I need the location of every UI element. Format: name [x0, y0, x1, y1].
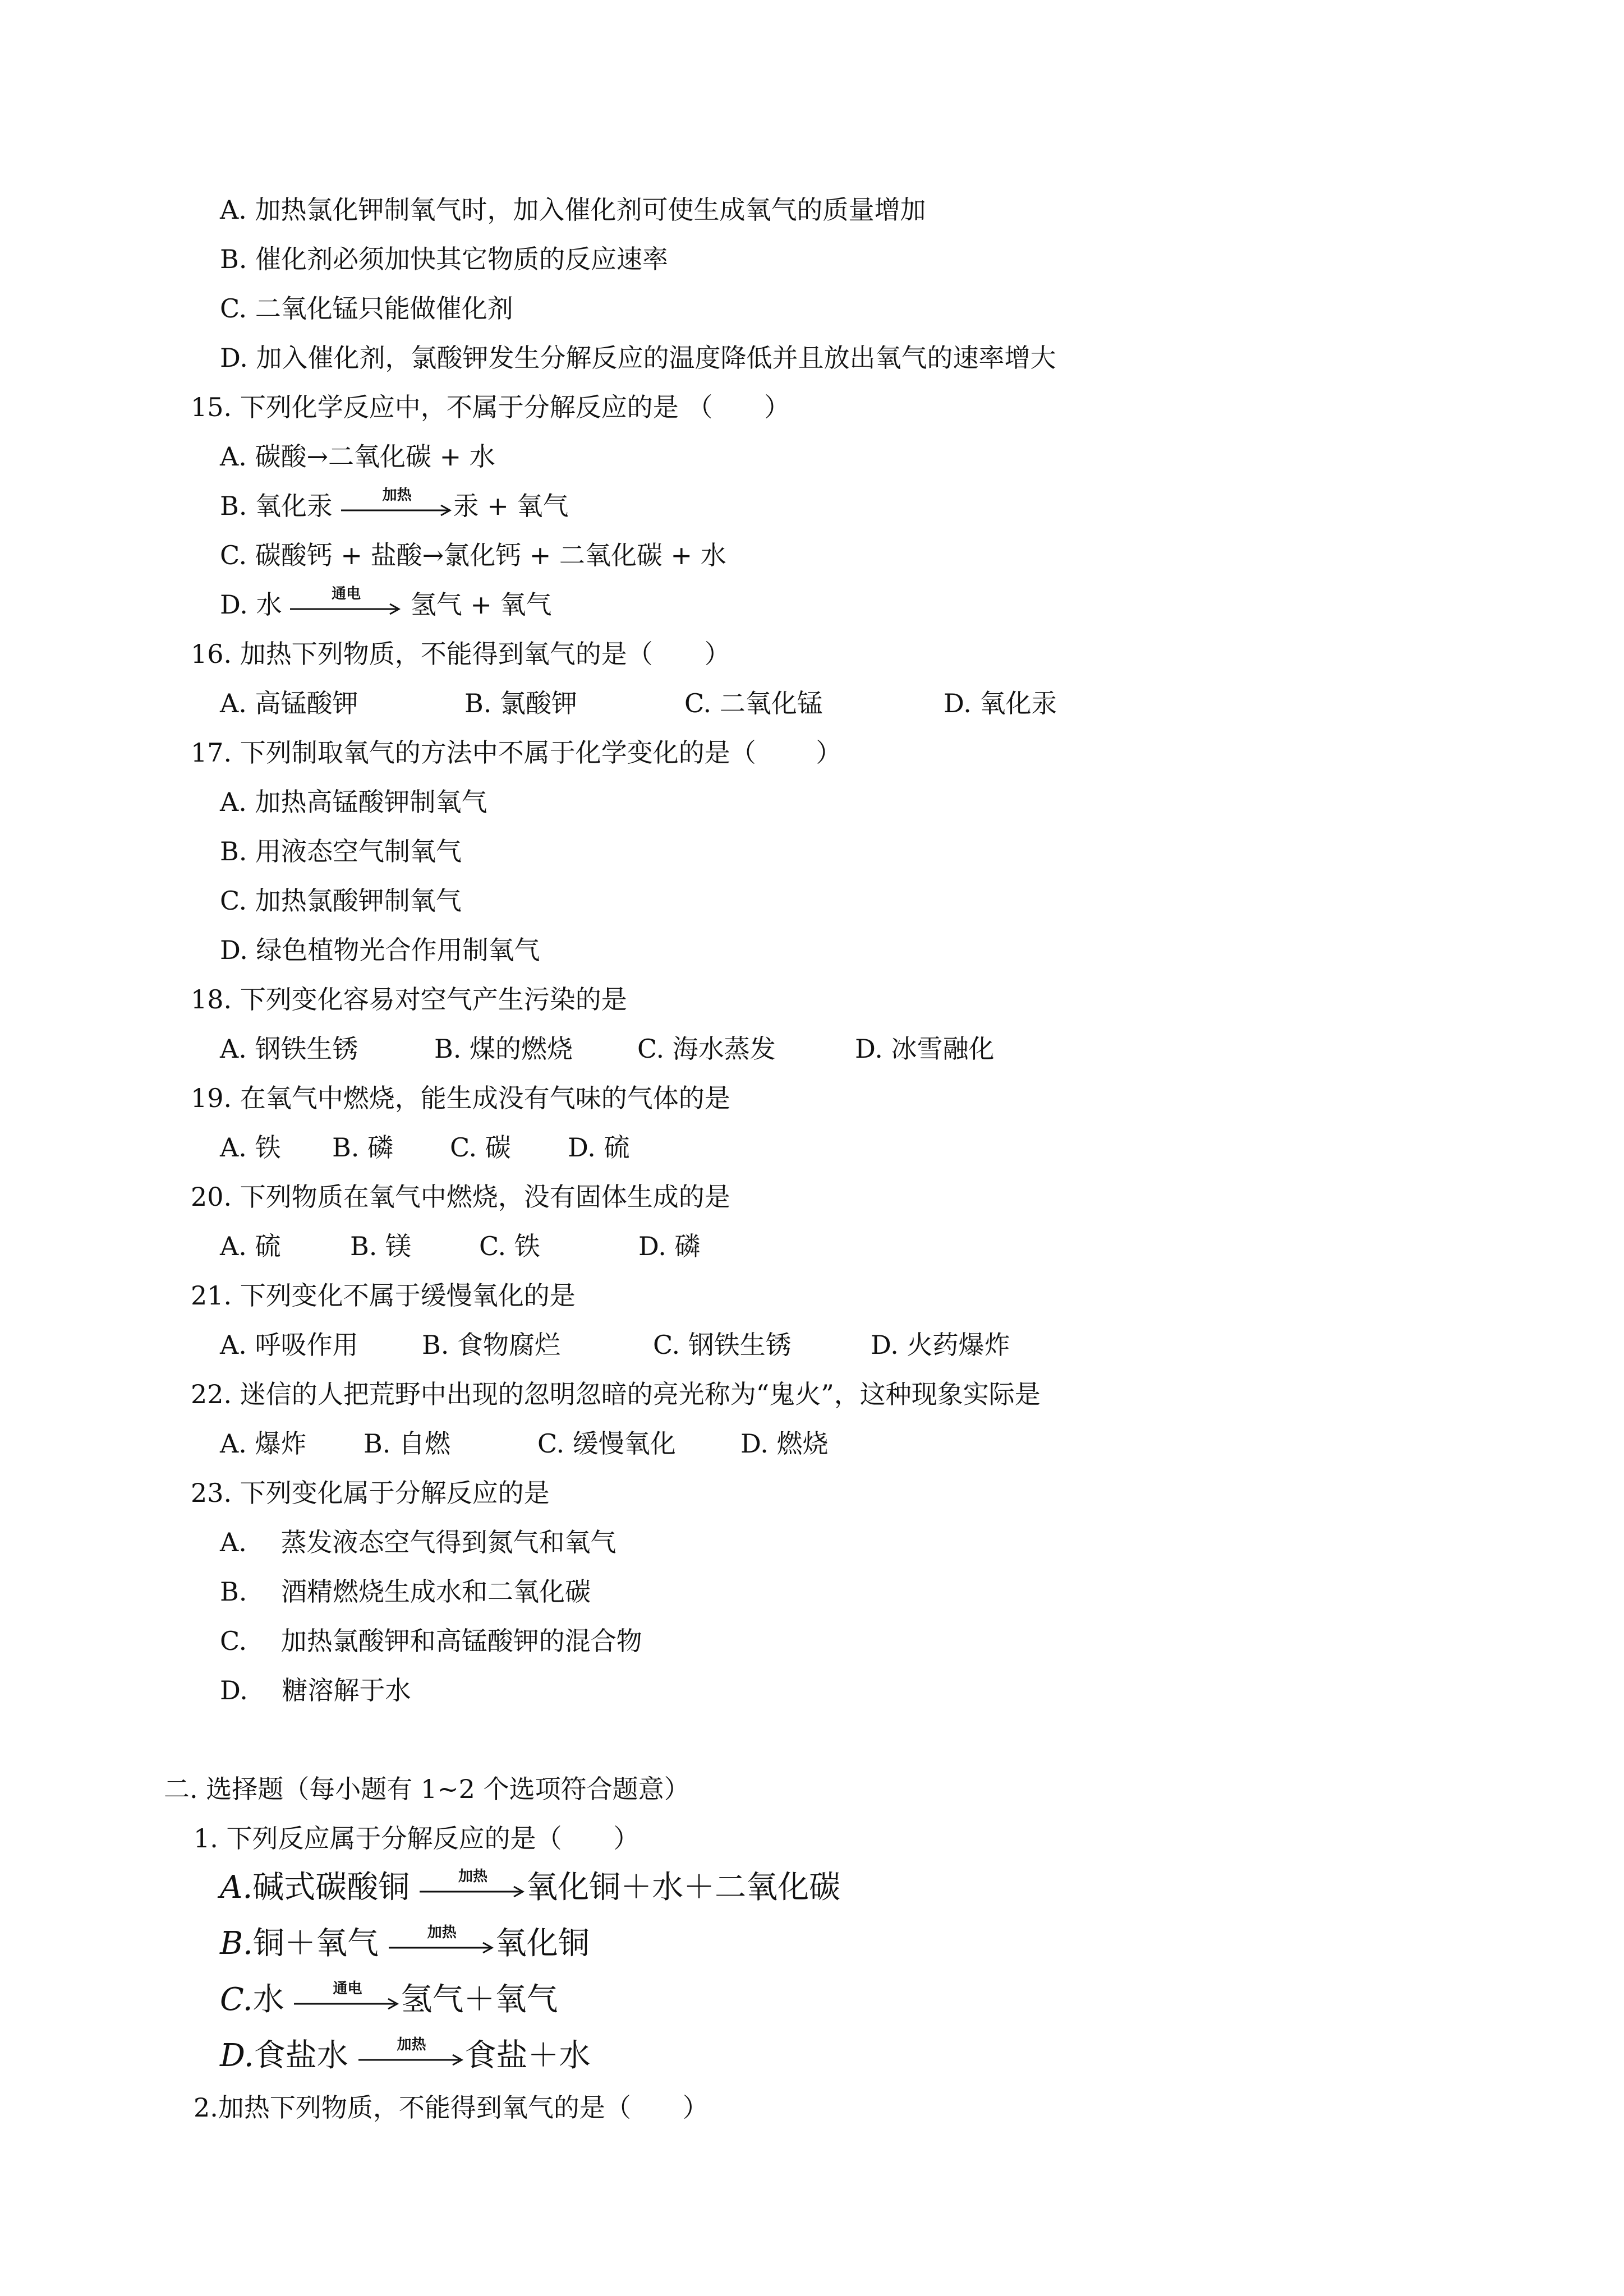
s2-q1-c-reactant: 水 — [252, 1981, 284, 2018]
q22-option-a: A. 爆炸 — [220, 1428, 307, 1459]
q20-option-a: A. 硫 — [220, 1231, 281, 1261]
s2-q1-c-product: 氢气＋氧气 — [401, 1981, 558, 2018]
q16-option-c: C. 二氧化锰 — [684, 688, 823, 718]
q22-option-c: C. 缓慢氧化 — [537, 1428, 676, 1459]
q15-c-arrow: → — [422, 540, 444, 570]
q15-b-product: 汞 + 氧气 — [453, 491, 569, 521]
q19-stem: 19. 在氧气中燃烧，能生成没有气味的气体的是 — [191, 1083, 730, 1113]
s2-q1-d-product: 食盐＋水 — [464, 2037, 591, 2074]
q15-c-product: 氯化钙 + 二氧化碳 + 水 — [444, 540, 726, 570]
arrow-icon — [290, 602, 402, 616]
q18-stem: 18. 下列变化容易对空气产生污染的是 — [191, 984, 627, 1015]
q19-option-a: A. 铁 — [220, 1132, 281, 1163]
q18-option-b: B. 煤的燃烧 — [434, 1034, 573, 1064]
q15-b-condition: 加热 — [382, 487, 412, 504]
s2-q1-c-letter: C. — [220, 1981, 253, 2018]
q14-option-b: B. 催化剂必须加快其它物质的反应速率 — [220, 244, 669, 274]
q15-d-reactant: D. 水 — [220, 589, 282, 620]
q14-option-c: C. 二氧化锰只能做催化剂 — [220, 293, 513, 324]
q23-option-c: C. 加热氯酸钾和高锰酸钾的混合物 — [220, 1626, 642, 1656]
q20-option-b: B. 镁 — [350, 1231, 412, 1261]
s2-q1-option-a — [220, 1868, 841, 1906]
s2-q1-d-arrow — [358, 2036, 465, 2074]
s2-q1-d-letter: D. — [220, 2037, 254, 2074]
q15-a-arrow: → — [306, 441, 329, 472]
q21-option-d: D. 火药爆炸 — [871, 1330, 1010, 1360]
s2-q1-d-condition: 加热 — [397, 2036, 426, 2053]
q22-stem: 22. 迷信的人把荒野中出现的忽明忽暗的亮光称为“鬼火”，这种现象实际是 — [191, 1379, 1041, 1409]
q16-option-b: B. 氯酸钾 — [464, 688, 578, 718]
q20-option-d: D. 磷 — [638, 1231, 701, 1261]
s2-q1-c-condition: 通电 — [333, 1980, 362, 1997]
q15-a-reactant: A. 碳酸 — [220, 441, 307, 472]
s2-q1-b-letter: B. — [220, 1925, 253, 1962]
q21-stem: 21. 下列变化不属于缓慢氧化的是 — [191, 1280, 576, 1311]
s2-q1-b-condition: 加热 — [427, 1924, 457, 1941]
arrow-icon — [358, 2053, 465, 2067]
arrow-icon — [294, 1997, 401, 2011]
q15-b-reactant: B. 氧化汞 — [220, 491, 333, 521]
q19-option-c: C. 碳 — [450, 1132, 511, 1163]
s2-q1-a-arrow — [420, 1868, 526, 1906]
s2-q1-d-reactant: 食盐水 — [254, 2037, 348, 2074]
q20-stem: 20. 下列物质在氧气中燃烧，没有固体生成的是 — [191, 1182, 730, 1212]
q15-b-arrow — [341, 487, 453, 525]
q19-option-b: B. 磷 — [332, 1132, 394, 1163]
s2-q1-option-d — [220, 2036, 591, 2074]
q15-d-condition: 通电 — [332, 585, 361, 602]
q15-d-arrow — [290, 585, 402, 624]
q18-option-c: C. 海水蒸发 — [637, 1034, 776, 1064]
arrow-icon — [389, 1941, 495, 1954]
s2-q1-b-arrow — [389, 1924, 495, 1962]
s2-q1-b-reactant: 铜＋氧气 — [252, 1925, 379, 1962]
q17-option-c: C. 加热氯酸钾制氧气 — [220, 886, 462, 916]
q16-option-d: D. 氧化汞 — [944, 688, 1057, 718]
q17-option-a: A. 加热高锰酸钾制氧气 — [220, 787, 487, 817]
q16-option-a: A. 高锰酸钾 — [220, 688, 358, 718]
q14-option-d: D. 加入催化剂，氯酸钾发生分解反应的温度降低并且放出氧气的速率增大 — [220, 343, 1056, 373]
q14-option-a: A. 加热氯化钾制氧气时，加入催化剂可使生成氧气的质量增加 — [220, 195, 926, 225]
s2-q1-stem: 1. 下列反应属于分解反应的是（ ） — [194, 1823, 640, 1854]
q23-option-a: A. 蒸发液态空气得到氮气和氧气 — [220, 1527, 617, 1557]
q15-option-b — [220, 489, 568, 525]
s2-q1-c-arrow — [294, 1980, 401, 2018]
q23-option-d: D. 糖溶解于水 — [220, 1675, 411, 1705]
s2-q1-option-b — [220, 1924, 590, 1962]
s2-q1-option-c — [220, 1980, 558, 2018]
q22-option-b: B. 自燃 — [364, 1428, 451, 1459]
s2-q1-a-letter: A. — [220, 1869, 253, 1906]
q15-d-product: 氢气 + 氧气 — [410, 589, 552, 620]
s2-q2-stem: 2.加热下列物质，不能得到氧气的是（ ） — [194, 2092, 709, 2123]
s2-q1-a-condition: 加热 — [458, 1868, 488, 1885]
q15-a-product: 二氧化碳 + 水 — [328, 441, 495, 472]
section2-title: 二. 选择题（每小题有 1~2 个选项符合题意） — [164, 1774, 690, 1804]
q15-option-c — [220, 538, 726, 572]
q16-stem: 16. 加热下列物质，不能得到氧气的是（ ） — [191, 639, 730, 669]
q21-option-b: B. 食物腐烂 — [422, 1330, 561, 1360]
q23-option-b: B. 酒精燃烧生成水和二氧化碳 — [220, 1576, 591, 1607]
arrow-icon — [420, 1885, 526, 1898]
q18-option-d: D. 冰雪融化 — [855, 1034, 995, 1064]
q21-option-c: C. 钢铁生锈 — [653, 1330, 792, 1360]
s2-q1-a-reactant: 碱式碳酸铜 — [252, 1869, 410, 1906]
s2-q1-a-product: 氧化铜＋水＋二氧化碳 — [526, 1869, 841, 1906]
q15-c-reactant: C. 碳酸钙 + 盐酸 — [220, 540, 422, 570]
arrow-icon — [341, 504, 453, 517]
q15-option-d — [220, 585, 552, 624]
q22-option-d: D. 燃烧 — [740, 1428, 829, 1459]
q18-option-a: A. 钢铁生锈 — [220, 1034, 358, 1064]
q17-option-d: D. 绿色植物光合作用制氧气 — [220, 935, 540, 965]
s2-q1-b-product: 氧化铜 — [495, 1925, 590, 1962]
q23-stem: 23. 下列变化属于分解反应的是 — [191, 1478, 550, 1508]
q20-option-c: C. 铁 — [479, 1231, 540, 1261]
q17-option-b: B. 用液态空气制氧气 — [220, 836, 462, 866]
q15-option-a — [220, 440, 495, 473]
q21-option-a: A. 呼吸作用 — [220, 1330, 358, 1360]
q19-option-d: D. 硫 — [568, 1132, 630, 1163]
q17-stem: 17. 下列制取氧气的方法中不属于化学变化的是（ ） — [191, 737, 842, 768]
q15-stem: 15. 下列化学反应中，不属于分解反应的是 （ ） — [191, 392, 790, 422]
